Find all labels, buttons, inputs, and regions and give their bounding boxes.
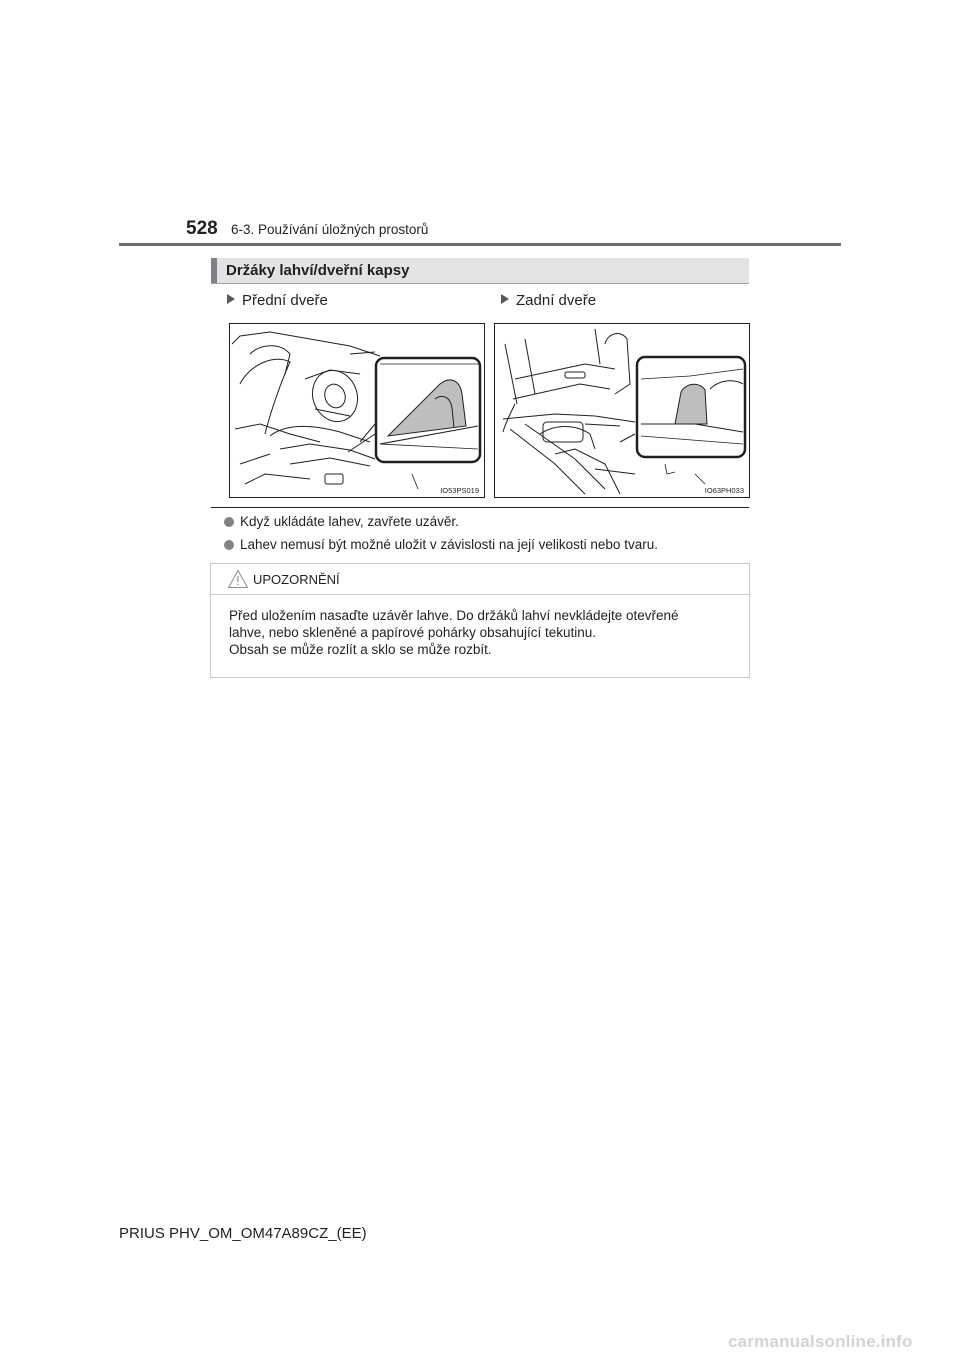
figure-bottom-rule [211, 507, 749, 508]
bullet-dot-icon [224, 517, 234, 527]
caution-line-2: lahve, nebo skleněné a papírové pohárky obsahující tekutinu. [229, 625, 596, 640]
bullet-dot-icon [224, 540, 234, 550]
bullet-text-2: Lahev nemusí být možné uložit v závislosti na její velikosti nebo tvaru. [240, 537, 658, 552]
caution-header [211, 564, 749, 595]
caption-rear-text: Zadní dveře [516, 292, 597, 309]
bullet-text-1: Když ukládáte lahev, zavřete uzávěr. [240, 514, 459, 529]
header-rule [119, 243, 841, 246]
triangle-bullet-icon [227, 294, 235, 304]
caption-front-doors [227, 292, 328, 309]
page-number: 528 [186, 218, 218, 239]
illustration-rear-door-pocket [494, 323, 750, 498]
section-heading-bar [211, 258, 749, 284]
section-title: Držáky lahví/dveřní kapsy [226, 262, 410, 279]
section-heading-tab [211, 258, 217, 283]
bullet-item-1 [224, 514, 459, 529]
caution-title: UPOZORNĚNÍ [253, 572, 340, 587]
chapter-title: 6-3. Používání úložných prostorů [231, 222, 429, 237]
caution-box [210, 563, 750, 678]
footer-document-id: PRIUS PHV_OM_OM47A89CZ_(EE) [119, 1225, 367, 1242]
illustration-code-rear: IO63PH033 [704, 486, 744, 495]
triangle-bullet-icon [501, 294, 509, 304]
highlighted-bottle-holder-rear [675, 384, 707, 424]
caution-line-1: Před uložením nasaďte uzávěr lahve. Do držáků lahví nevkládejte otevřené [229, 608, 679, 623]
caution-text [229, 607, 739, 658]
illustration-front-door-pocket [229, 323, 485, 498]
caution-line-3: Obsah se může rozlít a sklo se může rozbít. [229, 642, 492, 657]
illustration-code-front: IO53PS019 [440, 486, 479, 495]
bullet-item-2 [224, 537, 658, 552]
warning-triangle-icon [227, 569, 249, 589]
caption-rear-doors [501, 292, 596, 309]
caption-front-text: Přední dveře [242, 292, 328, 309]
watermark: carmanualsonline.info [728, 1332, 913, 1351]
